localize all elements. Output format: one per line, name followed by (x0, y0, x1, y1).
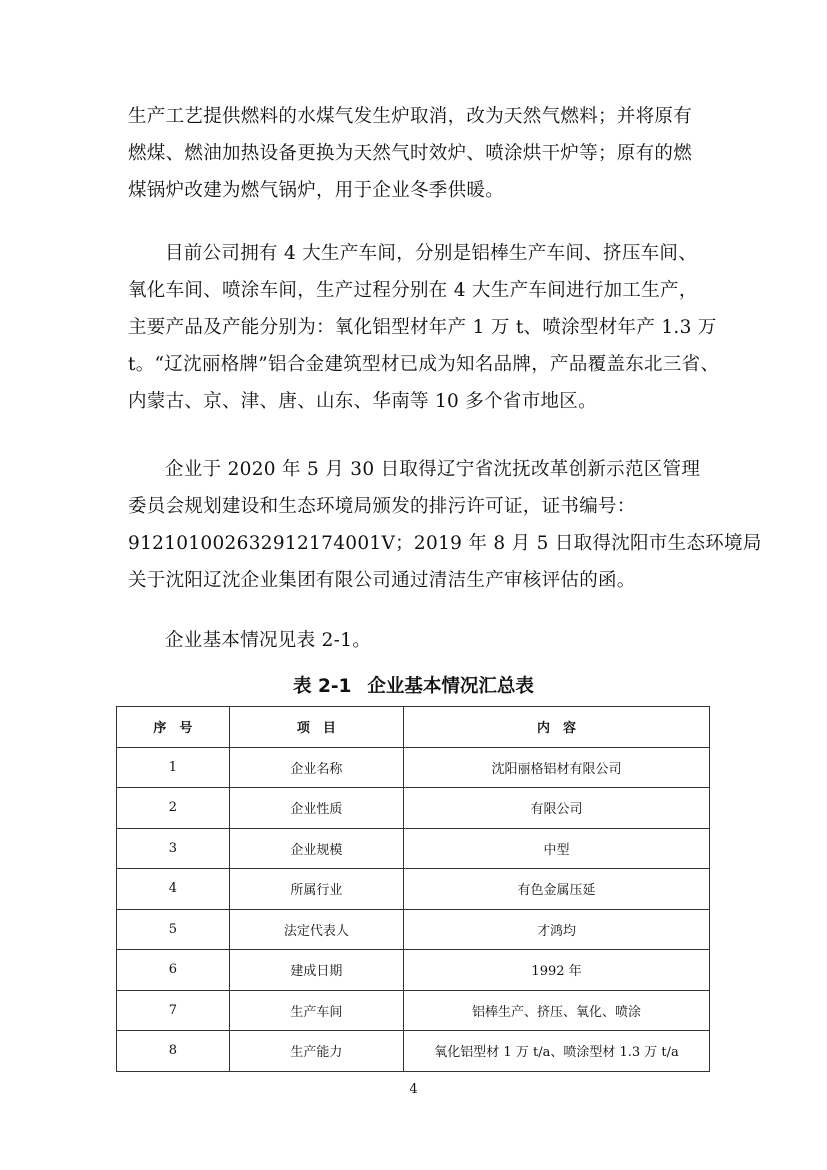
cell-item: 企业规模 (229, 828, 403, 869)
table-caption (0, 672, 827, 698)
cell-content: 1992 年 (404, 950, 710, 991)
header-serial-number: 序 号 (117, 707, 230, 748)
page-number: 4 (409, 1082, 418, 1097)
paragraph-permit (128, 451, 762, 599)
cell-serial: 4 (117, 869, 230, 910)
table-row (117, 950, 710, 991)
cell-serial: 3 (117, 828, 230, 869)
cell-serial: 6 (117, 950, 230, 991)
table-row (117, 990, 710, 1031)
text-line: 企业基本情况见表 2-1。 (165, 630, 372, 651)
paragraph-table-reference (128, 622, 708, 659)
cell-content: 有色金属压延 (404, 869, 710, 910)
cell-content: 中型 (404, 828, 710, 869)
cell-content: 有限公司 (404, 788, 710, 829)
paragraph-workshops (128, 235, 720, 420)
cell-item: 生产能力 (229, 1031, 403, 1072)
text-line: 内蒙古、京、津、唐、山东、华南等 10 多个省市地区。 (128, 391, 597, 412)
cell-item: 生产车间 (229, 990, 403, 1031)
text-line: 企业于 2020 年 5 月 30 日取得辽宁省沈抚改革创新示范区管理 (165, 459, 701, 480)
table-row (117, 788, 710, 829)
cell-item: 企业性质 (229, 788, 403, 829)
header-content: 内 容 (404, 707, 710, 748)
text-line: 委员会规划建设和生态环境局颁发的排污许可证，证书编号： (128, 496, 636, 517)
header-item: 项 目 (229, 707, 403, 748)
table-row (117, 747, 710, 788)
cell-item: 企业名称 (229, 747, 403, 788)
cell-serial: 2 (117, 788, 230, 829)
table-caption-title: 企业基本情况汇总表 (367, 676, 534, 697)
table-row (117, 1031, 710, 1072)
text-line: 生产工艺提供燃料的水煤气发生炉取消，改为天然气燃料；并将原有 (128, 106, 693, 127)
cell-content: 才鸿均 (404, 909, 710, 950)
text-line: 主要产品及产能分别为：氧化铝型材年产 1 万 t、喷涂型材年产 1.3 万 (128, 317, 717, 338)
cell-content: 氧化铝型材 1 万 t/a、喷涂型材 1.3 万 t/a (404, 1031, 710, 1072)
cell-serial: 1 (117, 747, 230, 788)
cell-item: 建成日期 (229, 950, 403, 991)
cell-content: 铝棒生产、挤压、氧化、喷涂 (404, 990, 710, 1031)
text-line: 煤锅炉改建为燃气锅炉，用于企业冬季供暖。 (128, 180, 505, 201)
enterprise-basic-info-table (116, 706, 710, 1072)
text-line: 关于沈阳辽沈企业集团有限公司通过清洁生产审核评估的函。 (128, 570, 636, 591)
text-line: 目前公司拥有 4 大生产车间，分别是铝棒生产车间、挤压车间、 (165, 243, 698, 264)
cell-item: 法定代表人 (229, 909, 403, 950)
table-caption-number: 表 2-1 (293, 676, 352, 697)
cell-content: 沈阳丽格铝材有限公司 (404, 747, 710, 788)
table-header-row (117, 707, 710, 748)
cell-serial: 5 (117, 909, 230, 950)
text-line: 燃煤、燃油加热设备更换为天然气时效炉、喷涂烘干炉等；原有的燃 (128, 143, 693, 164)
table-row (117, 909, 710, 950)
text-line: t。“辽沈丽格牌”铝合金建筑型材已成为知名品牌，产品覆盖东北三省、 (128, 354, 720, 375)
paragraph-process-change (128, 98, 708, 209)
cell-serial: 8 (117, 1031, 230, 1072)
table-row (117, 828, 710, 869)
cell-serial: 7 (117, 990, 230, 1031)
cell-item: 所属行业 (229, 869, 403, 910)
text-line: 氧化车间、喷涂车间，生产过程分别在 4 大生产车间进行加工生产， (128, 280, 698, 301)
text-line: 912101002632912174001V；2019 年 8 月 5 日取得沈阳市生态环境局 (128, 533, 762, 554)
table-row (117, 869, 710, 910)
